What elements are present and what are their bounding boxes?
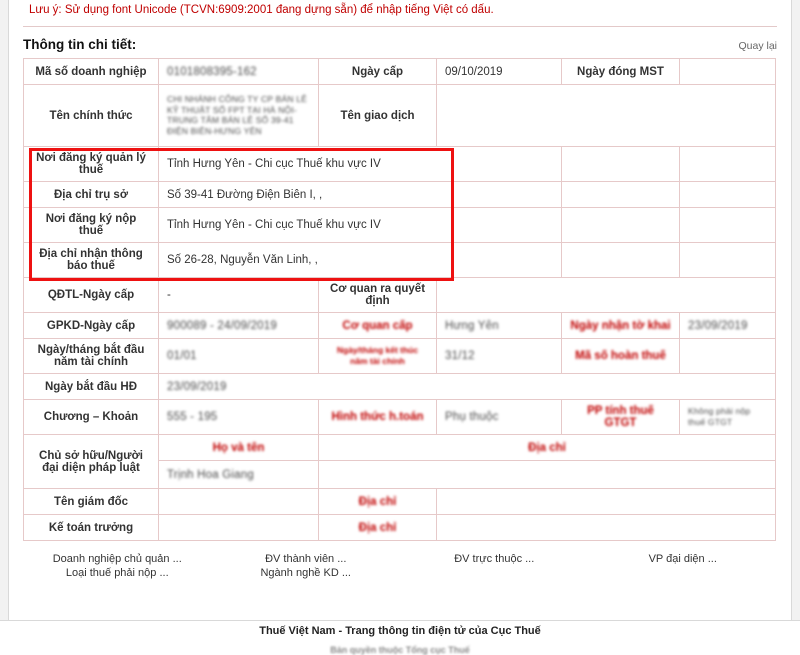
table-row [24,515,776,541]
cell-chusohuu-hoten-label [159,435,319,461]
table-row [24,400,776,435]
cell-mst-value [159,59,319,85]
pptinhthuegtgt-value-text: Không phải nộp thuế GTGT [688,406,751,427]
cell-chuongkhoan-value [159,400,319,435]
table-row [24,374,776,400]
gpkd-value-text: 900089 - 24/09/2019 [167,319,277,332]
coquancap-label-text: Cơ quan cấp [342,319,413,332]
table-row [24,147,776,182]
cell-diachinhantb-pad2 [680,243,776,278]
cell-ngaybatdauhd-value [159,374,776,400]
page-title: Thông tin chi tiết: [23,37,137,52]
link-empty-1 [400,567,589,579]
cell-diachinhantb-value: Số 26-28, Nguyễn Văn Linh, , [159,243,562,278]
cell-chusohuu-label: Chủ sở hữu/Người đại diện pháp luật [24,435,159,489]
detail-table [23,58,776,541]
ngaythangketthuc-label-text: Ngày/tháng kết thúc năm tài chính [336,345,419,366]
content-sheet [8,0,792,620]
cell-ngaycap-label: Ngày cấp [319,59,437,85]
cell-noidknopthue-value: Tỉnh Hưng Yên - Chi cục Thuế khu vực IV [159,208,562,243]
cell-tenchinhthuc-value [159,85,319,147]
chusohuu-hoten-label-text: Họ và tên [212,441,265,454]
footer-bar [0,620,800,655]
cell-ketoantruong-value [159,515,319,541]
link-nganh-nghe-kd[interactable]: Ngành nghề KD ... [260,567,351,579]
cell-tengiamdoc-diachi-label [319,489,437,515]
cell-pptinhthuegtgt-value [680,400,776,435]
ngaybatdauhd-value-text: 23/09/2019 [167,380,227,393]
cell-pptinhthuegtgt-label [562,400,680,435]
cell-ngaythangketthuc-value [437,339,562,374]
cell-ngaybatdaunamtc-label: Ngày/tháng bắt đầu năm tài chính [24,339,159,374]
cell-hinhthucht-label [319,400,437,435]
chusohuu-diachi-label-text: Địa chỉ [528,441,566,454]
link-dv-truc-thuoc[interactable]: ĐV trực thuộc ... [454,553,535,565]
cell-coquanqd-label: Cơ quan ra quyết định [319,278,437,313]
ngaynhantokhai-label-text: Ngày nhận tờ khai [570,319,671,332]
cell-ngaydongmst-label: Ngày đóng MST [562,59,680,85]
link-doanh-nghiep-chu-quan[interactable]: Doanh nghiệp chủ quản ... [52,553,182,565]
cell-masohoanthue-value [680,339,776,374]
table-row [24,313,776,339]
cell-ketoantruong-diachi-value [437,515,776,541]
table-row [24,208,776,243]
cell-tengiamdoc-diachi-value [437,489,776,515]
ngaythangketthuc-value-text: 31/12 [445,350,475,362]
link-empty-2 [589,567,778,579]
cell-diachitruso-pad1 [562,182,680,208]
cell-chuongkhoan-label: Chương – Khoản [24,400,159,435]
ketoantruong-diachi-label-text: Địa chỉ [358,521,397,534]
cell-chusohuu-hoten-value [159,461,319,489]
cell-chusohuu-diachi-value [319,461,776,489]
cell-noidknopthue-pad2 [680,208,776,243]
cell-noidkqlthue-pad1 [562,147,680,182]
hinhthucht-value-text: Phụ thuộc [445,411,499,423]
cell-tengiamdoc-value [159,489,319,515]
chusohuu-hoten-value-text: Trịnh Hoa Giang [167,468,254,481]
table-row [24,489,776,515]
cell-noidknopthue-label: Nơi đăng ký nộp thuế [24,208,159,243]
cell-tengiamdoc-label: Tên giám đốc [24,489,159,515]
cell-ngaybatdauhd-label: Ngày bắt đầu HĐ [24,374,159,400]
ngaybatdaunamtc-value-text: 01/01 [167,350,197,362]
cell-qdtl-label: QĐTL-Ngày cấp [24,278,159,313]
footer-text: Thuế Việt Nam - Trang thông tin điện tử của Cục Thuế [259,625,541,637]
cell-ngaydongmst-value [680,59,776,85]
cell-diachitruso-value: Số 39-41 Đường Điện Biên I, , [159,182,562,208]
masohoanthue-label-text: Mã số hoàn thuế [575,350,666,362]
cell-gpkd-value [159,313,319,339]
cell-ngaycap-value: 09/10/2019 [437,59,562,85]
chuongkhoan-value-text: 555 - 195 [167,411,218,423]
table-row [24,182,776,208]
table-row [24,85,776,147]
cell-ketoantruong-label: Kế toán trưởng [24,515,159,541]
cell-coquanqd-value [437,278,776,313]
cell-masohoanthue-label [562,339,680,374]
coquancap-value-text: Hưng Yên [445,319,499,332]
tengiamdoc-diachi-label-text: Địa chỉ [358,495,397,508]
hinhthucht-label-text: Hình thức h.toán [331,411,424,423]
cell-ngaythangketthuc-label [319,339,437,374]
mst-value-text: 0101808395-162 [167,65,257,78]
cell-qdtl-value: - [159,278,319,313]
cell-ngaynhantokhai-label [562,313,680,339]
cell-ketoantruong-diachi-label [319,515,437,541]
cell-noidkqlthue-pad2 [680,147,776,182]
tenchinhthuc-value-text: CHI NHÁNH CÔNG TY CP BÁN LẺ KỸ THUẬT SỐ FPT TẠI HÀ NỘI-TRUNG TÂM BÁN LẺ SỐ 39-41 ĐIỆN BIÊN-HƯNG YÊN [167,94,308,136]
cell-diachitruso-label: Địa chỉ trụ sở [24,182,159,208]
cell-hinhthucht-value [437,400,562,435]
cell-noidknopthue-pad1 [562,208,680,243]
cell-diachinhantb-label: Địa chỉ nhận thông báo thuế [24,243,159,278]
cell-diachitruso-pad2 [680,182,776,208]
cell-mst-label: Mã số doanh nghiệp [24,59,159,85]
cell-noidkqlthue-label: Nơi đăng ký quản lý thuế [24,147,159,182]
ngaynhantokhai-value-text: 23/09/2019 [688,319,748,332]
table-row [24,435,776,461]
cell-tenchinhthuc-label: Tên chính thức [24,85,159,147]
cell-chusohuu-diachi-label [319,435,776,461]
cell-tengiaodich-label: Tên giao dịch [319,85,437,147]
cell-gpkd-label: GPKD-Ngày cấp [24,313,159,339]
cell-tengiaodich-value [437,85,776,147]
cell-coquancap-label [319,313,437,339]
cell-diachinhantb-pad1 [562,243,680,278]
cell-noidkqlthue-value: Tỉnh Hưng Yên - Chi cục Thuế khu vực IV [159,147,562,182]
cell-ngaybatdaunamtc-value [159,339,319,374]
link-vp-dai-dien[interactable]: VP đại diện ... [648,553,717,565]
table-row [24,243,776,278]
cell-coquancap-value [437,313,562,339]
unicode-notice: Lưu ý: Sử dụng font Unicode (TCVN:6909:2001 đang dựng sẵn) để nhập tiếng Việt có dấu. [23,0,777,27]
footer-subtext: Bản quyền thuộc Tổng cục Thuế [330,645,470,655]
table-row [24,339,776,374]
link-dv-thanh-vien[interactable]: ĐV thành viên ... [265,553,347,565]
section-header [23,37,777,52]
table-row [24,278,776,313]
link-loai-thue-phai-nop[interactable]: Loại thuế phải nộp ... [65,567,169,579]
back-link[interactable]: Quay lại [738,40,777,52]
pptinhthuegtgt-label-text: PP tính thuế GTGT [587,405,654,429]
table-row [24,59,776,85]
related-links [23,553,777,579]
cell-ngaynhantokhai-value [680,313,776,339]
